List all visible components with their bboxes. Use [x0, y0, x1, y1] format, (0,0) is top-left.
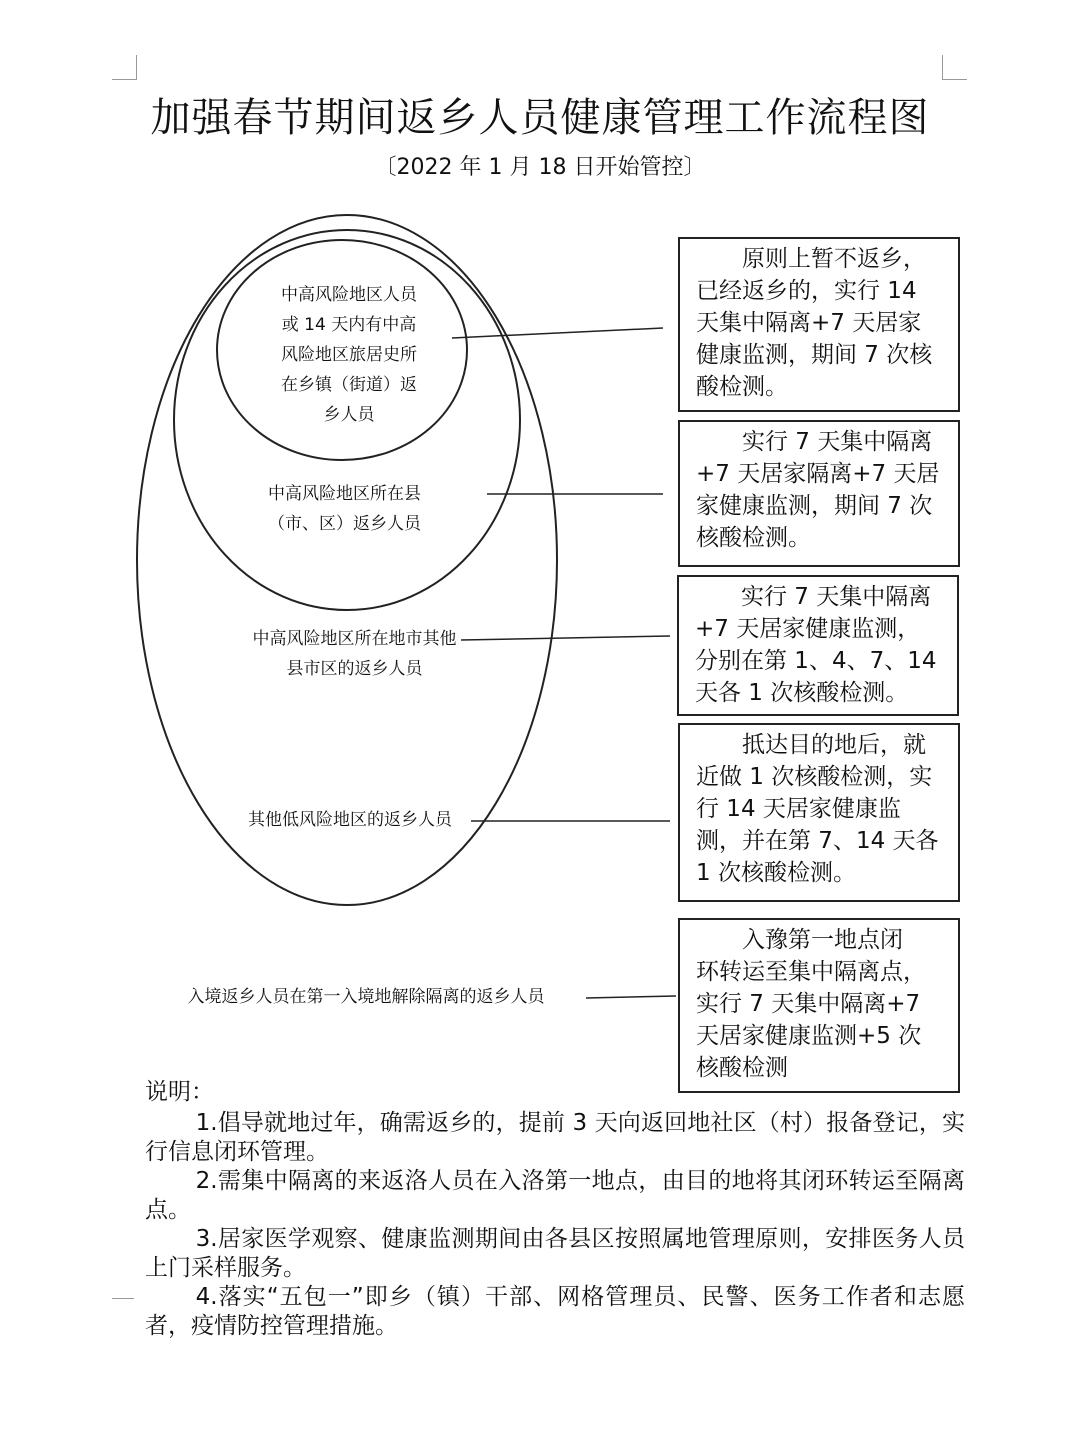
measure-box-5 — [678, 918, 960, 1093]
measure-line: 行 14 天居家健康监 — [696, 796, 901, 822]
label-line: 中高风险地区所在地市其他 — [252, 629, 457, 649]
group-label-1 — [247, 280, 451, 430]
measure-box-2 — [678, 420, 960, 567]
measure-line: 实行 7 天集中隔离 — [742, 429, 933, 455]
measure-line: 原则上暂不返乡， — [742, 246, 926, 272]
notes-heading: 说明： — [145, 1079, 214, 1105]
label-line: 中高风险地区人员 — [281, 285, 417, 305]
measure-box-1 — [678, 237, 960, 412]
label-line: 乡人员 — [323, 405, 375, 425]
label-line: 在乡镇（街道）返 — [281, 375, 417, 395]
label-line: （市、区）返乡人员 — [268, 514, 421, 534]
measure-line: 环转运至集中隔离点， — [696, 959, 926, 985]
group-label-5 — [150, 982, 582, 1012]
measure-line: 入豫第一地点闭 — [742, 927, 903, 953]
notes-section — [145, 1078, 965, 1341]
measure-line: 已经返乡的，实行 14 — [696, 278, 917, 304]
measure-line: 实行 7 天集中隔离 — [741, 584, 932, 610]
note-item: 1.倡导就地过年，确需返乡的，提前 3 天向返回地社区（村）报备登记，实行信息闭环管理。 — [145, 1110, 965, 1165]
measure-line: 天集中隔离+7 天居家 — [696, 310, 922, 336]
page-subtitle: 〔2022 年 1 月 18 日开始管控〕 — [374, 155, 706, 180]
note-item: 2.需集中隔离的来返洛人员在入洛第一地点，由目的地将其闭环转运至隔离点。 — [145, 1168, 965, 1223]
measure-line: 近做 1 次核酸检测，实 — [696, 764, 933, 790]
side-mark-left — [112, 1298, 134, 1299]
label-line: 其他低风险地区的返乡人员 — [248, 810, 452, 830]
measure-line: 1 次核酸检测。 — [696, 860, 856, 886]
connector-line-5 — [586, 996, 676, 998]
measure-box-3 — [677, 575, 959, 716]
page-title: 加强春节期间返乡人员健康管理工作流程图 — [150, 95, 930, 141]
label-line: 县市区的返乡人员 — [286, 659, 423, 679]
measure-line: 核酸检测。 — [696, 525, 811, 551]
group-label-2 — [232, 479, 457, 539]
connector-line-3 — [461, 636, 670, 640]
measure-line: 酸检测。 — [696, 374, 788, 400]
measure-box-4 — [678, 723, 960, 902]
label-line: 风险地区旅居史所 — [281, 345, 417, 365]
measure-line: 核酸检测 — [696, 1055, 788, 1081]
label-line: 入境返乡人员在第一入境地解除隔离的返乡人员 — [187, 987, 545, 1007]
group-label-3 — [222, 624, 487, 684]
measure-line: 测，并在第 7、14 天各 — [696, 828, 939, 854]
measure-line: +7 天居家健康监测， — [695, 616, 921, 642]
measure-line: 天各 1 次核酸检测。 — [695, 680, 909, 706]
note-item: 3.居家医学观察、健康监测期间由各县区按照属地管理原则，安排医务人员上门采样服务。 — [145, 1226, 965, 1281]
label-line: 或 14 天内有中高 — [281, 315, 417, 335]
measure-line: 抵达目的地后，就 — [742, 732, 926, 758]
measure-line: 分别在第 1、4、7、14 — [695, 648, 937, 674]
connector-line-1 — [452, 328, 663, 338]
measure-line: 健康监测，期间 7 次核 — [696, 342, 933, 368]
label-line: 中高风险地区所在县 — [268, 484, 421, 504]
measure-line: 家健康监测，期间 7 次 — [696, 493, 933, 519]
measure-line: 天居家健康监测+5 次 — [696, 1023, 922, 1049]
note-item: 4.落实“五包一”即乡（镇）干部、网格管理员、民警、医务工作者和志愿者，疫情防控管理措施。 — [145, 1284, 965, 1339]
group-label-4 — [222, 805, 478, 835]
measure-line: +7 天居家隔离+7 天居 — [696, 461, 940, 487]
measure-line: 实行 7 天集中隔离+7 — [696, 991, 921, 1017]
